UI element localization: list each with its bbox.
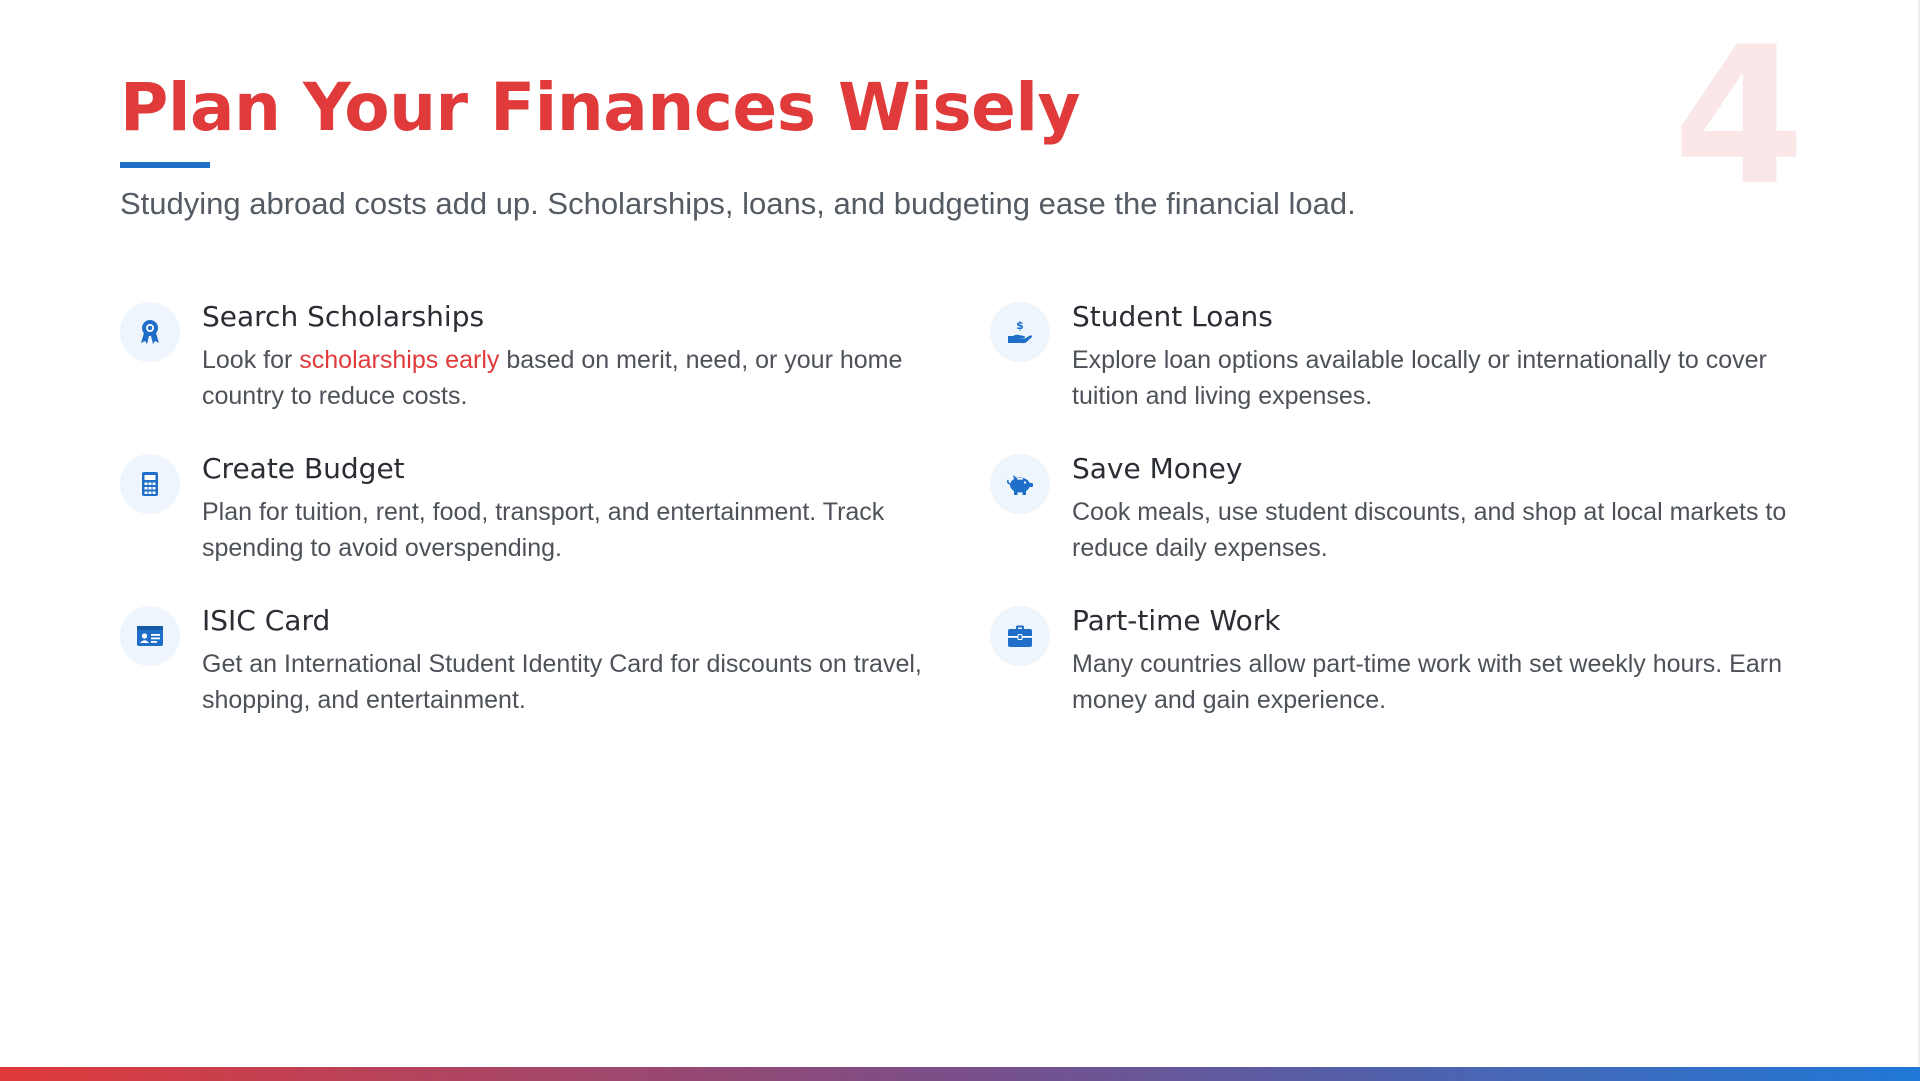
tip-description-text: Look for xyxy=(202,345,300,374)
tip-student-loans xyxy=(990,300,1800,414)
tips-grid xyxy=(120,300,1800,718)
tip-isic-card xyxy=(120,604,990,718)
title-underline xyxy=(120,162,210,168)
calculator-icon xyxy=(120,454,180,514)
tip-title: Save Money xyxy=(1072,452,1243,486)
bottom-gradient-bar xyxy=(0,1067,1920,1081)
tip-search-scholarships xyxy=(120,300,990,414)
svg-text:$: $ xyxy=(1016,319,1024,332)
tip-description-text: based on merit, need, or your home country to reduce costs. xyxy=(202,345,903,410)
tip-title: Search Scholarships xyxy=(202,300,485,333)
tip-title: Part-time Work xyxy=(1072,604,1281,638)
page-subtitle: Studying abroad costs add up. Scholarships, loans, and budgeting ease the financial load. xyxy=(120,186,1356,221)
tip-description: Explore loan options available locally or internationally to cover tuition and living expenses. xyxy=(1072,345,1767,410)
briefcase-icon xyxy=(990,606,1050,666)
tip-title: Student Loans xyxy=(1072,300,1273,333)
tip-title: Create Budget xyxy=(202,452,405,486)
tip-description: Cook meals, use student discounts, and shop at local markets to reduce daily expenses. xyxy=(1072,497,1787,562)
tip-description: Plan for tuition, rent, food, transport, and entertainment. Track spending to avoid overspending. xyxy=(202,497,885,562)
tip-description: Get an International Student Identity Card for discounts on travel, shopping, and entertainment. xyxy=(202,649,922,715)
piggy-bank-icon xyxy=(990,454,1050,514)
hand-dollar-icon xyxy=(990,302,1050,362)
tip-part-time-work xyxy=(990,604,1800,718)
slide-number: 4 xyxy=(1672,6,1805,227)
tip-save-money xyxy=(990,452,1800,566)
tip-highlight: scholarships early xyxy=(299,345,500,374)
award-icon xyxy=(120,302,180,362)
page-title: Plan Your Finances Wisely xyxy=(120,69,1081,146)
tip-description: Many countries allow part-time work with set weekly hours. Earn money and gain experience. xyxy=(1072,649,1782,715)
tip-description xyxy=(202,342,922,415)
id-card-icon xyxy=(120,606,180,666)
tip-create-budget xyxy=(120,452,990,566)
tip-title: ISIC Card xyxy=(202,604,331,638)
